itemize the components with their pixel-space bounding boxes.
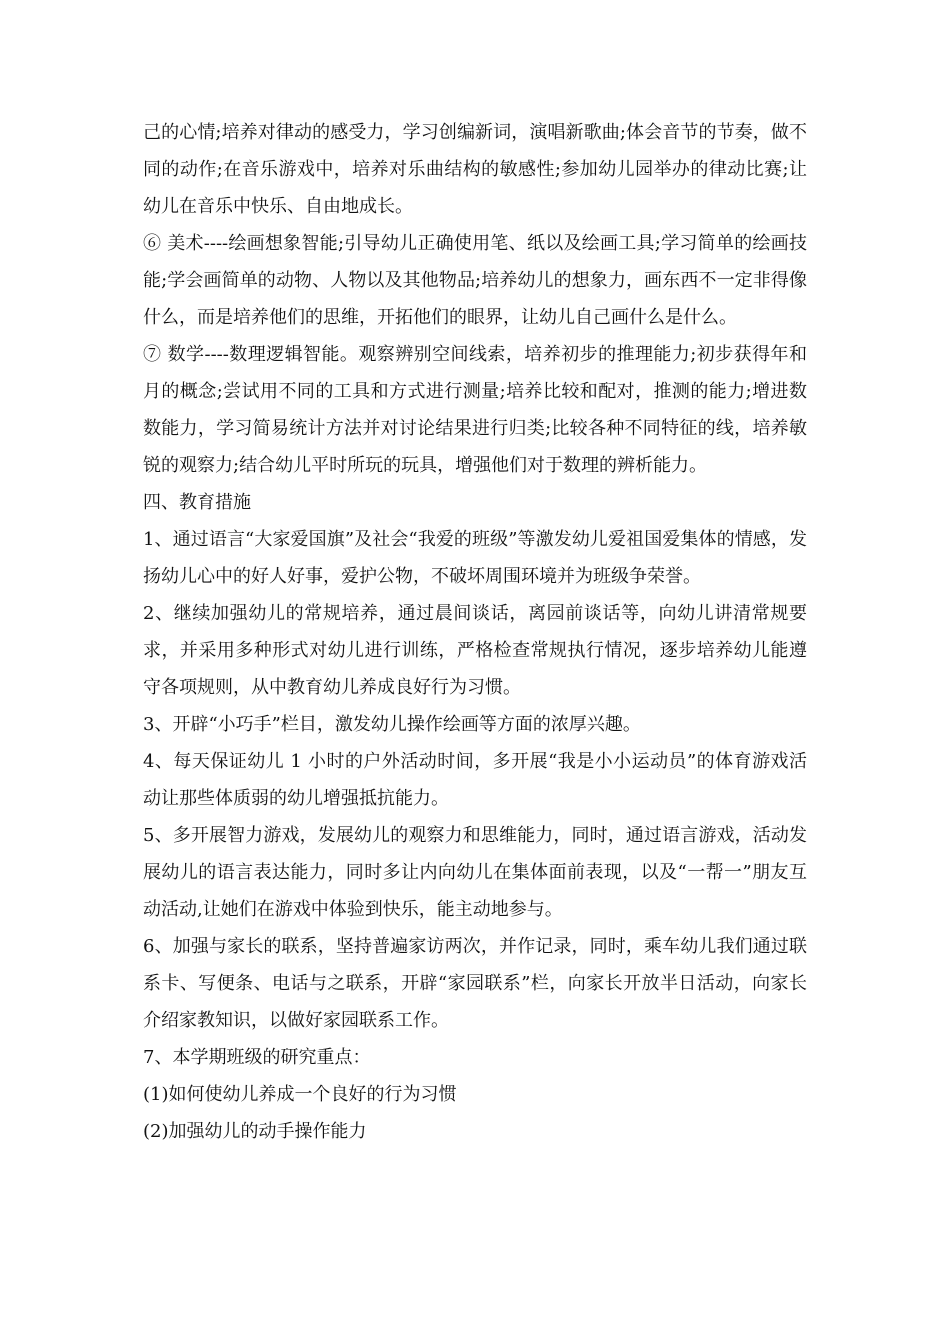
- measure-item-3: 3、开辟“小巧手”栏目，激发幼儿操作绘画等方面的浓厚兴趣。: [143, 714, 641, 735]
- measure-item-6: 6、加强与家长的联系，坚持普遍家访两次，并作记录，同时，乘车幼儿我们通过联系卡、写便条、电话与之联系，开辟“家园联系”栏，向家长开放半日活动，向家长介绍家教知识，以做好家园联系工作。: [143, 936, 807, 1031]
- paragraph-art: ⑥ 美术----绘画想象智能;引导幼儿正确使用笔、纸以及绘画工具;学习简单的绘画技能;学会画简单的动物、人物以及其他物品;培养幼儿的想象力，画东西不一定非得像什么，而是培养他们的思维，开拓他们的眼界，让幼儿自己画什么是什么。: [143, 233, 808, 328]
- document-page: [143, 114, 807, 1150]
- research-focus-1: (1)如何使幼儿养成一个良好的行为习惯: [143, 1084, 457, 1105]
- measure-item-1: 1、通过语言“大家爱国旗”及社会“我爱的班级”等激发幼儿爱祖国爱集体的情感，发扬幼儿心中的好人好事，爱护公物，不破坏周围环境并为班级争荣誉。: [143, 529, 807, 587]
- section-heading-education-measures: 四、教育措施: [143, 492, 251, 513]
- measure-item-7: 7、本学期班级的研究重点：: [143, 1047, 371, 1068]
- measure-item-4: 4、每天保证幼儿 1 小时的户外活动时间，多开展“我是小小运动员”的体育游戏活动让那些体质弱的幼儿增强抵抗能力。: [143, 751, 807, 809]
- paragraph-music-continued: 己的心情;培养对律动的感受力，学习创编新词，演唱新歌曲;体会音节的节奏，做不同的动作;在音乐游戏中，培养对乐曲结构的敏感性;参加幼儿园举办的律动比赛;让幼儿在音乐中快乐、自由地成长。: [143, 122, 807, 217]
- measure-item-5: 5、多开展智力游戏，发展幼儿的观察力和思维能力，同时，通过语言游戏，活动发展幼儿的语言表达能力，同时多让内向幼儿在集体面前表现，以及“一帮一”朋友互动活动,让她们在游戏中体验到快乐，能主动地参与。: [143, 825, 807, 920]
- paragraph-math: ⑦ 数学----数理逻辑智能。观察辨别空间线索，培养初步的推理能力;初步获得年和月的概念;尝试用不同的工具和方式进行测量;培养比较和配对，推测的能力;增进数数能力，学习简易统计方法并对讨论结果进行归类;比较各种不同特征的线，培养敏锐的观察力;结合幼儿平时所玩的玩具，增强他们对于数理的辨析能力。: [143, 344, 807, 476]
- research-focus-2: (2)加强幼儿的动手操作能力: [143, 1121, 367, 1142]
- measure-item-2: 2、继续加强幼儿的常规培养，通过晨间谈话，离园前谈话等，向幼儿讲清常规要求，并采用多种形式对幼儿进行训练，严格检查常规执行情况，逐步培养幼儿能遵守各项规则，从中教育幼儿养成良好行为习惯。: [143, 603, 807, 698]
